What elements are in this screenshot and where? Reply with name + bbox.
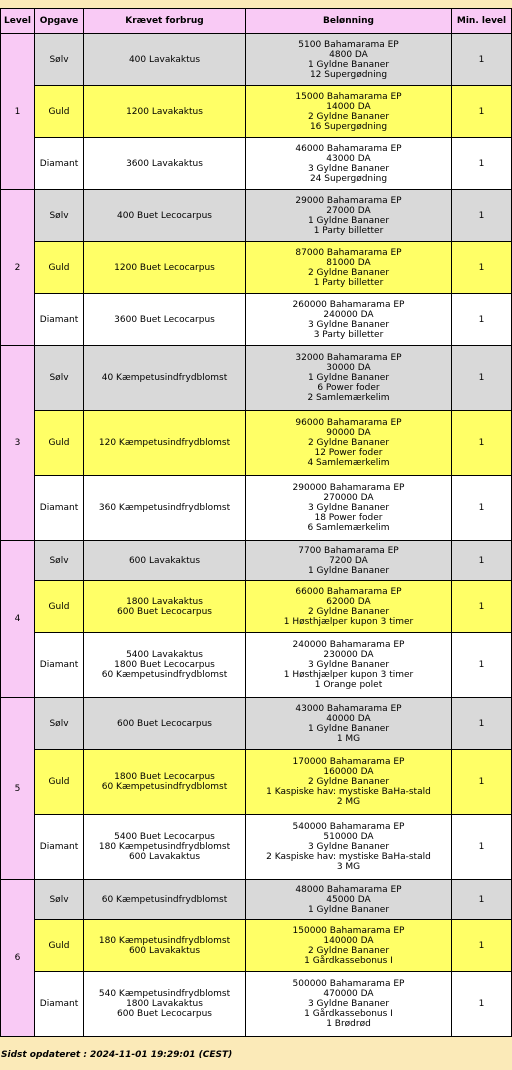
table-row [1,972,512,1037]
reward-cell-line: 6 Power foder [317,383,380,393]
required-cell-line: 600 Lavakaktus [128,852,201,862]
reward-cell-line: 510000 DA [323,832,374,842]
required-cell-line: 180 Kæmpetusindfrydblomst [98,842,231,852]
reward-cell [246,633,452,698]
table-row [1,920,512,972]
required-cell [84,86,246,138]
header-level: Level [1,9,35,34]
header-required: Krævet forbrug [84,9,246,34]
reward-cell-line: 1 Høsthjælper kupon 3 timer [283,616,414,627]
header-reward: Belønning [246,9,452,34]
reward-cell-line: 240000 DA [323,309,374,320]
required-cell-line: 1200 Buet Lecocarpus [114,262,215,273]
task-cell: Sølv [35,880,84,920]
reward-cell-line: 2 Kaspiske hav: mystiske BaHa-stald [266,852,431,862]
reward-cell-line: 290000 Bahamarama EP [292,483,405,493]
level-cell: 5 [1,698,35,880]
required-cell-line: 360 Kæmpetusindfrydblomst [98,503,231,513]
required-cell-line: 40 Kæmpetusindfrydblomst [101,373,228,383]
reward-cell-line: 3 Gyldne Bananer [307,660,390,670]
required-cell-line: 1800 Buet Lecocarpus [114,660,215,670]
table-row [1,294,512,346]
reward-cell-line: 7700 Bahamarama EP [298,545,399,556]
min-level-cell: 1 [452,581,512,633]
reward-cell [246,476,452,541]
reward-cell-line: 3 Gyldne Bananer [307,163,390,174]
level-cell: 6 [1,880,35,1037]
reward-cell [246,815,452,880]
reward-cell [246,541,452,581]
reward-cell [246,972,452,1037]
reward-cell-line: 3 MG [336,862,361,872]
reward-cell-line: 1 Party billetter [313,225,384,236]
required-cell-line: 1800 Lavakaktus [126,596,203,607]
table-body [1,34,512,1037]
task-cell: Guld [35,581,84,633]
required-cell [84,294,246,346]
min-level-cell: 1 [452,633,512,698]
reward-cell [246,242,452,294]
required-cell-line: 180 Kæmpetusindfrydblomst [98,935,231,946]
reward-cell-line: 140000 DA [323,935,374,946]
table-row [1,242,512,294]
table-row [1,411,512,476]
reward-cell-line: 2 Gyldne Bananer [307,777,390,787]
reward-cell [246,581,452,633]
required-cell-line: 600 Lavakaktus [128,555,201,566]
required-cell-line: 400 Lavakaktus [128,54,201,65]
task-cell: Guld [35,86,84,138]
task-cell: Diamant [35,294,84,346]
required-cell [84,242,246,294]
reward-cell [246,698,452,750]
reward-cell-line: 1 Gyldne Bananer [307,373,390,383]
reward-cell-line: 240000 Bahamarama EP [292,640,405,650]
reward-cell-line: 1 Gårdkassebonus I [304,1009,393,1019]
reward-cell-line: 2 Gyldne Bananer [307,945,390,956]
reward-cell-line: 48000 Bahamarama EP [295,884,402,895]
required-cell [84,411,246,476]
reward-cell-line: 2 Gyldne Bananer [307,267,390,278]
min-level-cell: 1 [452,411,512,476]
required-cell-line: 1200 Lavakaktus [126,106,203,117]
table-row [1,750,512,815]
required-cell-line: 60 Kæmpetusindfrydblomst [101,782,228,792]
min-level-cell: 1 [452,476,512,541]
reward-cell-line: 24 Supergødning [309,173,388,184]
reward-cell [246,34,452,86]
required-cell-line: 60 Kæmpetusindfrydblomst [101,894,228,905]
required-cell-line: 5400 Lavakaktus [126,650,203,660]
required-cell-line: 400 Buet Lecocarpus [117,210,212,221]
reward-cell-line: 6 Samlemærkelim [307,523,390,533]
reward-cell-line: 540000 Bahamarama EP [292,822,405,832]
reward-cell-line: 15000 Bahamarama EP [295,91,402,102]
reward-cell-line: 1 Gyldne Bananer [307,59,390,70]
required-cell-line: 120 Kæmpetusindfrydblomst [98,438,231,448]
min-level-cell: 1 [452,920,512,972]
reward-cell-line: 12 Power foder [314,448,383,458]
table-row [1,86,512,138]
reward-cell-line: 1 MG [336,733,361,744]
required-cell [84,972,246,1037]
task-cell: Diamant [35,476,84,541]
reward-cell-line: 40000 DA [326,713,371,724]
header-task: Opgave [35,9,84,34]
reward-cell-line: 230000 DA [323,650,374,660]
reward-cell-line: 1 Kaspiske hav: mystiske BaHa-stald [266,787,431,797]
last-updated: Sidst opdateret : 2024-11-01 19:29:01 (CEST) [1,1050,233,1060]
reward-cell-line: 16 Supergødning [309,121,388,132]
required-cell-line: 3600 Lavakaktus [126,158,203,169]
reward-cell-line: 14000 DA [326,101,371,112]
required-cell-line: 1800 Buet Lecocarpus [114,772,215,782]
min-level-cell: 1 [452,34,512,86]
header-row [1,9,512,34]
reward-cell-line: 1 Gyldne Bananer [307,215,390,226]
reward-cell-line: 4 Samlemærkelim [307,458,390,468]
reward-cell-line: 1 Gårdkassebonus I [304,955,393,966]
table-row [1,34,512,86]
required-cell [84,346,246,411]
table-row [1,476,512,541]
level-cell: 2 [1,190,35,346]
reward-cell-line: 150000 Bahamarama EP [292,925,405,936]
reward-cell-line: 5100 Bahamarama EP [298,39,399,50]
task-cell: Sølv [35,190,84,242]
table-row [1,541,512,581]
reward-cell-line: 4800 DA [329,49,368,60]
reward-cell-line: 27000 DA [326,205,371,216]
reward-cell-line: 43000 DA [326,153,371,164]
reward-cell-line: 7200 DA [329,555,368,566]
required-cell [84,633,246,698]
task-cell: Diamant [35,633,84,698]
reward-cell-line: 3 Gyldne Bananer [307,503,390,513]
reward-cell-line: 66000 Bahamarama EP [295,586,402,597]
min-level-cell: 1 [452,86,512,138]
reward-cell-line: 3 Gyldne Bananer [307,999,390,1009]
required-cell [84,138,246,190]
task-cell: Sølv [35,346,84,411]
header-min-level: Min. level [452,9,512,34]
reward-cell-line: 470000 DA [323,989,374,999]
reward-cell-line: 160000 DA [323,767,374,777]
reward-cell [246,880,452,920]
reward-cell-line: 2 MG [336,797,361,807]
required-cell [84,476,246,541]
level-cell: 1 [1,34,35,190]
rewards-table-container [0,8,512,1037]
reward-cell-line: 1 Gyldne Bananer [307,904,390,915]
reward-cell-line: 12 Supergødning [309,69,388,80]
reward-cell [246,138,452,190]
min-level-cell: 1 [452,190,512,242]
required-cell [84,750,246,815]
rewards-table [0,8,512,1037]
reward-cell-line: 32000 Bahamarama EP [295,353,402,363]
reward-cell [246,190,452,242]
reward-cell [246,920,452,972]
min-level-cell: 1 [452,294,512,346]
reward-cell-line: 18 Power foder [314,513,383,523]
reward-cell-line: 2 Gyldne Bananer [307,606,390,617]
reward-cell-line: 1 Party billetter [313,277,384,288]
min-level-cell: 1 [452,972,512,1037]
task-cell: Sølv [35,698,84,750]
min-level-cell: 1 [452,815,512,880]
table-row [1,698,512,750]
required-cell-line: 5400 Buet Lecocarpus [114,832,215,842]
reward-cell-line: 2 Gyldne Bananer [307,111,390,122]
reward-cell-line: 3 Party billetter [313,329,384,340]
reward-cell-line: 87000 Bahamarama EP [295,247,402,258]
task-cell: Diamant [35,815,84,880]
task-cell: Diamant [35,972,84,1037]
reward-cell-line: 1 Brødrød [326,1019,371,1029]
reward-cell-line: 1 Gyldne Bananer [307,723,390,734]
reward-cell-line: 500000 Bahamarama EP [292,979,405,989]
task-cell: Guld [35,750,84,815]
reward-cell-line: 45000 DA [326,894,371,905]
reward-cell-line: 170000 Bahamarama EP [292,757,405,767]
reward-cell-line: 29000 Bahamarama EP [295,195,402,206]
min-level-cell: 1 [452,138,512,190]
table-row [1,633,512,698]
reward-cell-line: 46000 Bahamarama EP [295,143,402,154]
reward-cell-line: 43000 Bahamarama EP [295,703,402,714]
reward-cell-line: 2 Gyldne Bananer [307,438,390,448]
reward-cell-line: 3 Gyldne Bananer [307,842,390,852]
table-row [1,880,512,920]
required-cell-line: 3600 Buet Lecocarpus [114,314,215,325]
required-cell-line: 60 Kæmpetusindfrydblomst [101,670,228,680]
required-cell [84,34,246,86]
task-cell: Guld [35,920,84,972]
reward-cell-line: 30000 DA [326,363,371,373]
reward-cell [246,86,452,138]
required-cell [84,815,246,880]
required-cell [84,581,246,633]
required-cell [84,698,246,750]
reward-cell-line: 270000 DA [323,493,374,503]
required-cell-line: 600 Buet Lecocarpus [117,718,212,729]
table-row [1,190,512,242]
table-row [1,346,512,411]
task-cell: Sølv [35,34,84,86]
task-cell: Guld [35,411,84,476]
level-cell: 4 [1,541,35,698]
required-cell [84,920,246,972]
reward-cell-line: 260000 Bahamarama EP [292,299,405,310]
required-cell-line: 1800 Lavakaktus [126,999,203,1009]
table-row [1,581,512,633]
reward-cell-line: 90000 DA [326,428,371,438]
table-row [1,138,512,190]
reward-cell-line: 1 Orange polet [314,680,383,690]
level-cell: 3 [1,346,35,541]
task-cell: Diamant [35,138,84,190]
reward-cell-line: 2 Samlemærkelim [307,393,390,403]
reward-cell [246,346,452,411]
reward-cell [246,750,452,815]
required-cell-line: 540 Kæmpetusindfrydblomst [98,989,231,999]
required-cell-line: 600 Buet Lecocarpus [117,606,212,617]
table-row [1,815,512,880]
required-cell-line: 600 Lavakaktus [128,945,201,956]
min-level-cell: 1 [452,242,512,294]
reward-cell-line: 3 Gyldne Bananer [307,319,390,330]
reward-cell-line: 81000 DA [326,257,371,268]
reward-cell-line: 96000 Bahamarama EP [295,418,402,428]
reward-cell-line: 1 Høsthjælper kupon 3 timer [283,670,414,680]
reward-cell [246,294,452,346]
task-cell: Sølv [35,541,84,581]
reward-cell-line: 1 Gyldne Bananer [307,565,390,576]
required-cell [84,541,246,581]
reward-cell-line: 62000 DA [326,596,371,607]
required-cell-line: 600 Buet Lecocarpus [117,1009,212,1019]
required-cell [84,880,246,920]
reward-cell [246,411,452,476]
min-level-cell: 1 [452,750,512,815]
min-level-cell: 1 [452,880,512,920]
task-cell: Guld [35,242,84,294]
required-cell [84,190,246,242]
min-level-cell: 1 [452,346,512,411]
min-level-cell: 1 [452,541,512,581]
min-level-cell: 1 [452,698,512,750]
